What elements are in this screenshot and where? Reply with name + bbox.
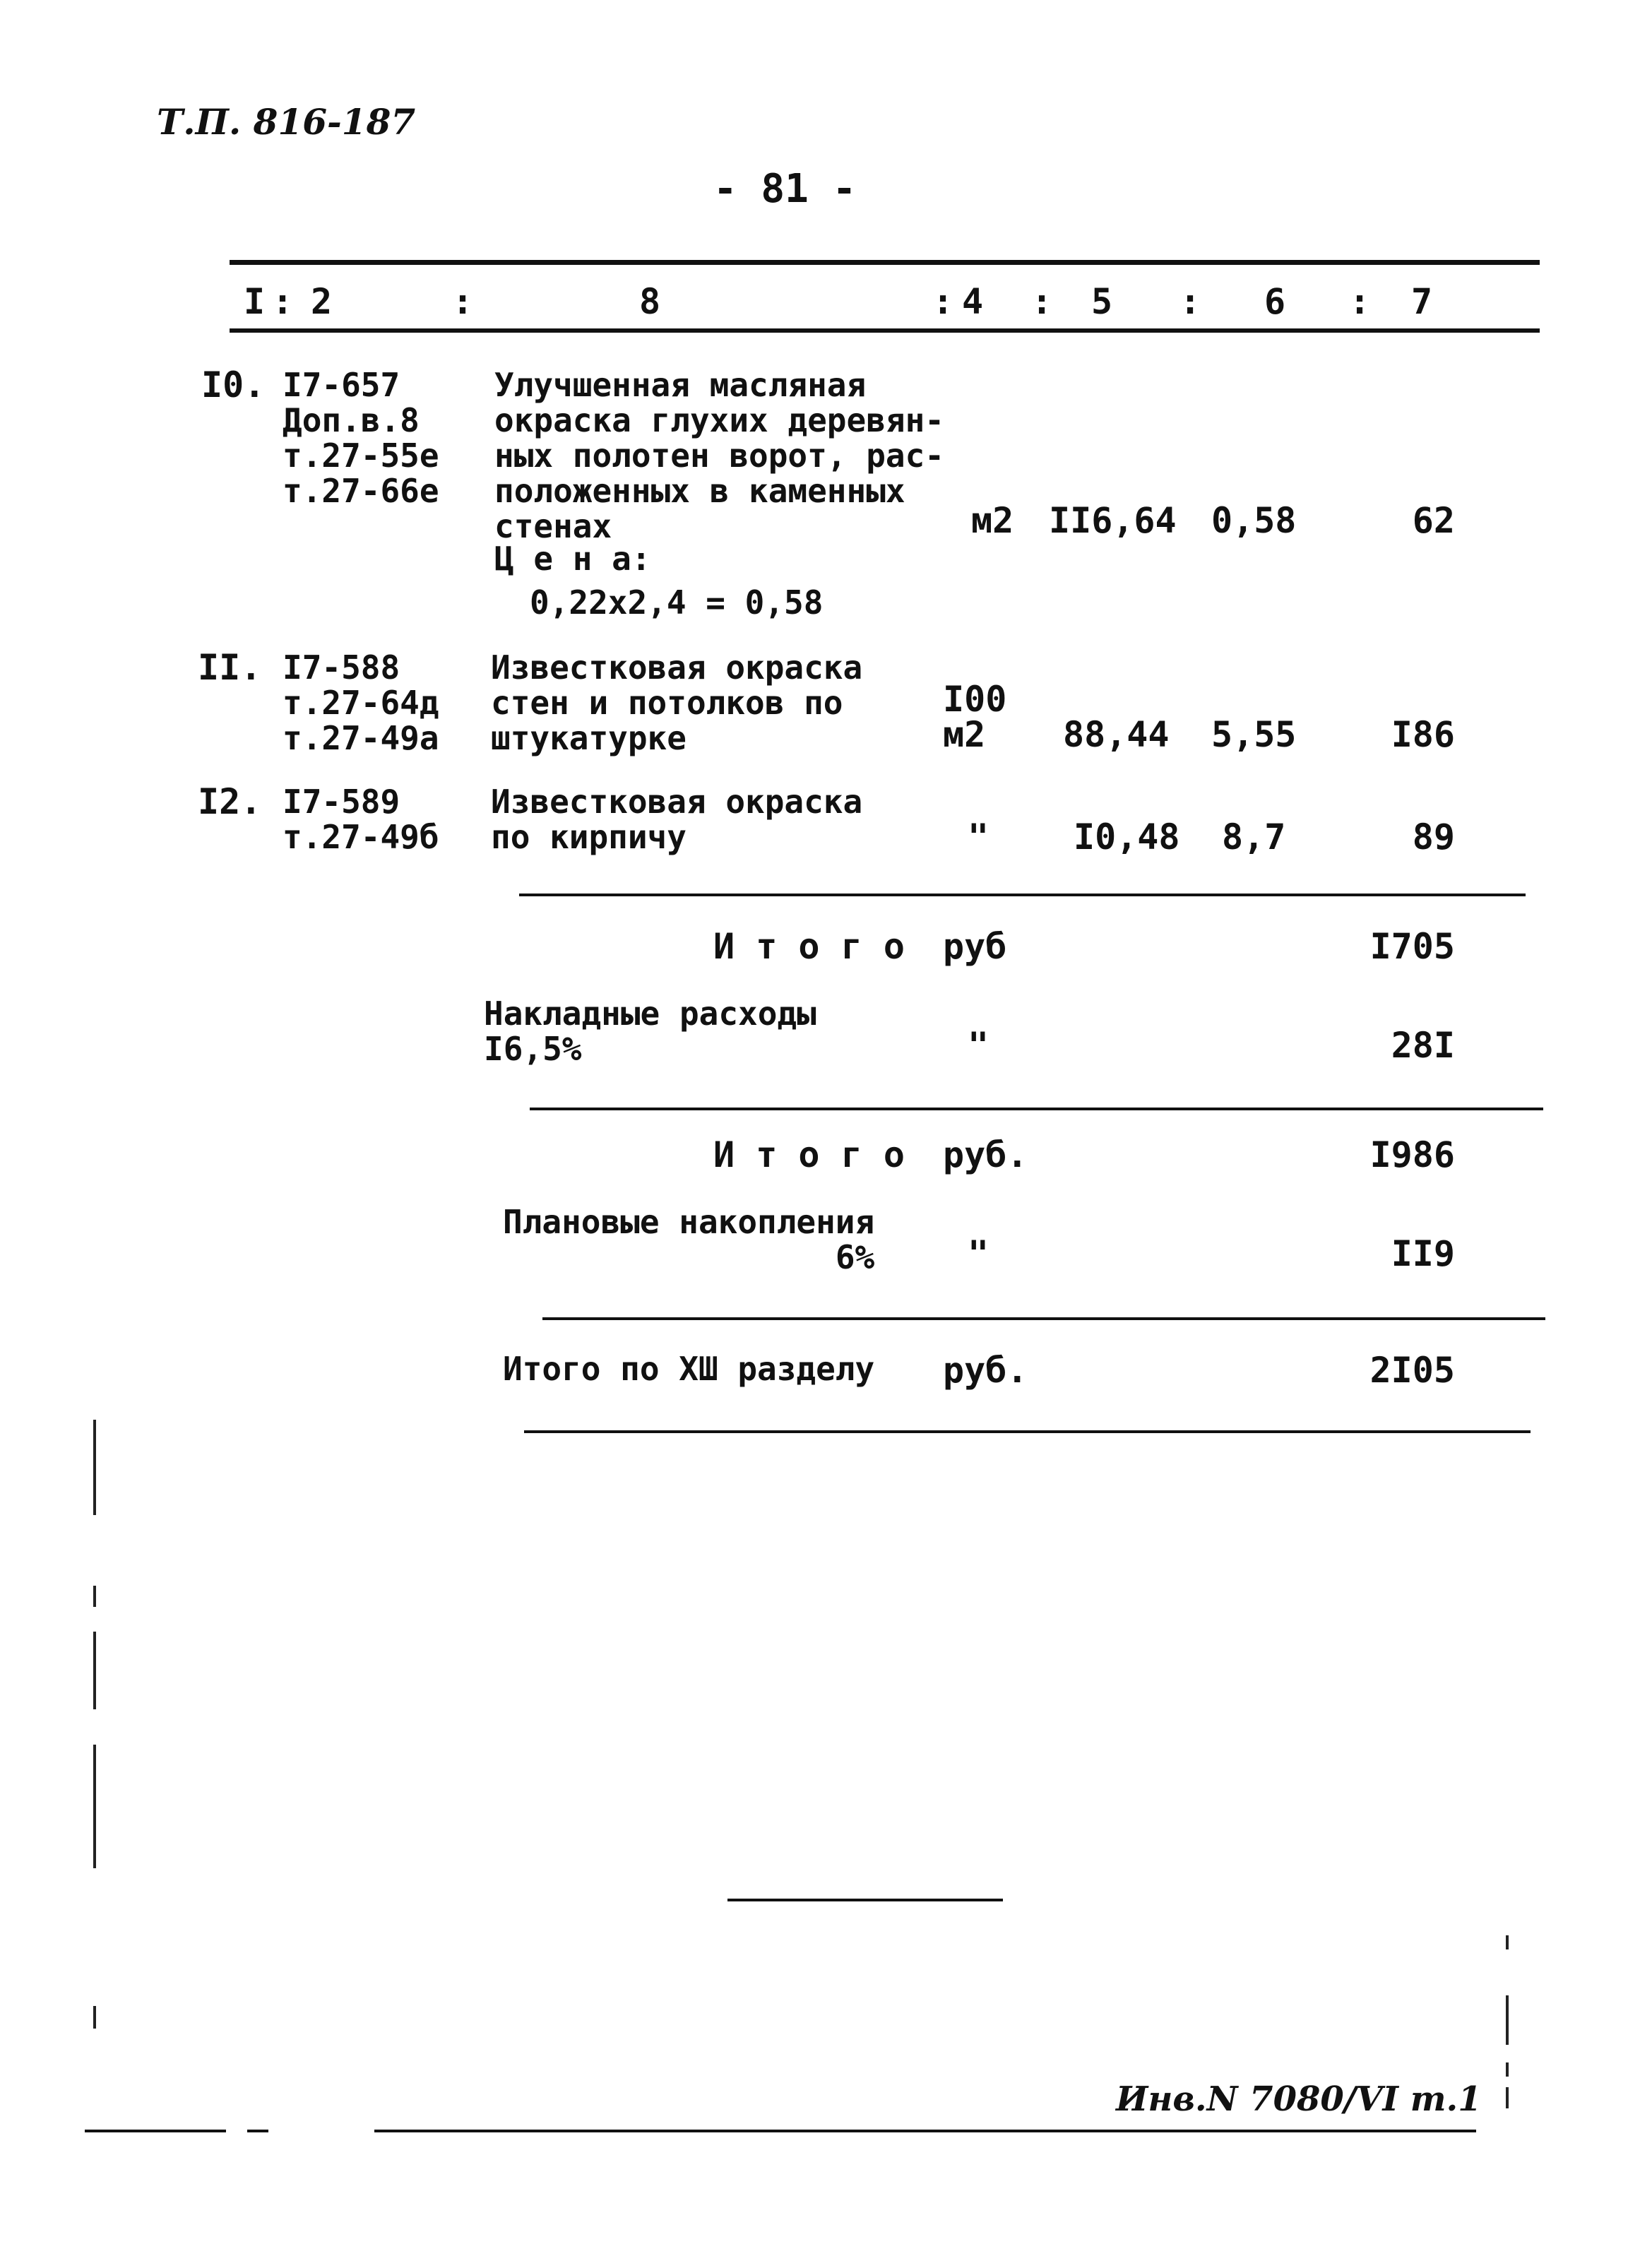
overhead-label: Накладные расходы I6,5%	[484, 995, 816, 1068]
row-total: I86	[1391, 714, 1455, 755]
row-codes: I7-588 т.27-64д т.27-49а	[283, 648, 439, 757]
row-unit: I00 м2	[943, 679, 1007, 755]
margin-mark	[1506, 2062, 1509, 2077]
subtotal-value: I986	[1369, 1134, 1455, 1175]
section-total-label: Итого по XШ разделу	[503, 1350, 875, 1388]
margin-mark	[1506, 1935, 1509, 1949]
savings-value: II9	[1391, 1233, 1455, 1274]
row-description: Известковая окраска по кирпичу	[491, 783, 863, 856]
row-total: 62	[1412, 500, 1455, 541]
margin-mark	[93, 1586, 96, 1607]
short-rule	[727, 1899, 1003, 1901]
savings-unit: "	[968, 1233, 990, 1274]
inventory-note: Инв.N 7080/VI т.1	[1116, 2079, 1482, 2119]
margin-mark	[1506, 1995, 1509, 2045]
row-unit: "	[968, 817, 990, 857]
row-number: II.	[198, 647, 262, 688]
row-total: 89	[1412, 817, 1455, 857]
row-quantity: I0,48	[1074, 817, 1180, 857]
overhead-value: 28I	[1391, 1025, 1455, 1066]
col-header-3: 8	[639, 281, 661, 322]
col-header-2: 2	[311, 281, 333, 322]
row-codes: I7-657 Доп.в.8 т.27-55е т.27-66е	[283, 366, 439, 510]
price-label: Ц е н а:	[494, 540, 651, 578]
header-bottom-rule	[230, 328, 1540, 333]
subtotal-value: I705	[1369, 926, 1455, 967]
row-unit: м2	[971, 500, 1014, 541]
section-total-value: 2I05	[1369, 1350, 1455, 1391]
margin-mark	[93, 1420, 96, 1515]
divider-rule	[524, 1430, 1531, 1433]
row-price: 0,58	[1211, 500, 1297, 541]
section-total-unit: руб.	[943, 1350, 1028, 1391]
col-separator: :	[1031, 281, 1053, 322]
savings-label: Плановые накопления 6%	[503, 1203, 875, 1276]
bottom-line	[85, 2130, 226, 2132]
col-separator: :	[1349, 281, 1371, 322]
row-price: 5,55	[1211, 714, 1297, 755]
bottom-line	[247, 2130, 268, 2132]
row-description: Известковая окраска стен и потолков по штукатурке	[491, 648, 863, 757]
col-header-7: 7	[1411, 281, 1433, 322]
row-number: I2.	[198, 781, 262, 822]
row-price: 8,7	[1222, 817, 1286, 857]
subtotal-label: И т о г о	[713, 926, 905, 967]
divider-rule	[530, 1108, 1543, 1110]
col-separator: :	[272, 281, 294, 322]
subtotal-unit: руб	[943, 926, 1007, 967]
subtotal-unit: руб.	[943, 1134, 1028, 1175]
margin-mark	[93, 1632, 96, 1709]
margin-mark	[93, 1745, 96, 1868]
col-separator: :	[932, 281, 954, 322]
col-header-1: I	[244, 281, 266, 322]
divider-rule	[542, 1317, 1545, 1320]
bottom-line	[374, 2130, 1476, 2132]
col-separator: :	[1179, 281, 1201, 322]
row-number: I0.	[201, 364, 266, 405]
margin-mark	[93, 2006, 96, 2029]
col-header-6: 6	[1264, 281, 1286, 322]
overhead-unit: "	[968, 1025, 990, 1066]
col-separator: :	[452, 281, 474, 322]
price-formula: 0,22х2,4 = 0,58	[530, 583, 824, 622]
divider-rule	[519, 894, 1526, 896]
row-quantity: II6,64	[1049, 500, 1177, 541]
row-description: Улучшенная масляная окраска глухих деревян- ных полотен ворот, рас- положенных в каменных стенах	[494, 366, 944, 545]
header-top-rule	[230, 260, 1540, 265]
margin-mark	[1506, 2087, 1509, 2108]
col-header-5: 5	[1091, 281, 1113, 322]
page-number: - 81 -	[713, 166, 857, 212]
subtotal-label: И т о г о	[713, 1134, 905, 1175]
row-codes: I7-589 т.27-49б	[283, 783, 439, 856]
document-reference: Т.П. 816-187	[157, 101, 416, 143]
row-quantity: 88,44	[1063, 714, 1170, 755]
col-header-4: 4	[962, 281, 984, 322]
